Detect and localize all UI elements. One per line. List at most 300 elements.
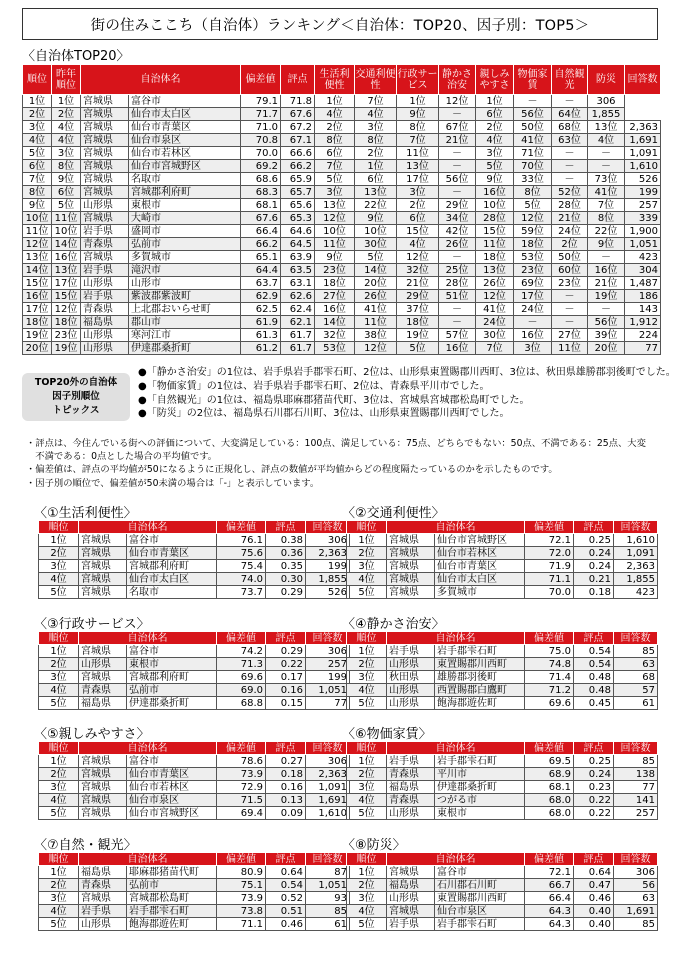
table-cell: 東根市 (127, 658, 217, 671)
table-cell: 71.4 (525, 671, 574, 684)
table-cell: 9位 (23, 199, 52, 212)
table-cell: 2位 (39, 768, 79, 781)
table-row (347, 879, 658, 892)
column-header: 順位 (347, 632, 387, 645)
table-cell: 11位 (52, 212, 81, 225)
table-cell: 青森県 (79, 684, 127, 697)
table-cell: 257 (625, 199, 661, 212)
table-cell: 71.0 (241, 121, 281, 134)
table-row (23, 316, 661, 329)
table-cell: 72.1 (525, 866, 574, 879)
table-cell: － (439, 251, 476, 264)
table-cell: 41位 (355, 303, 397, 316)
table-cell: 12位 (315, 212, 355, 225)
table-cell: 2位 (476, 121, 514, 134)
table-cell: 21位 (439, 134, 476, 147)
table-cell: 山形県 (387, 807, 435, 820)
table-cell: 2位 (347, 658, 387, 671)
table-cell: 4位 (39, 905, 79, 918)
table-cell: 1位 (39, 755, 79, 768)
table-cell: 5位 (23, 147, 52, 160)
table-cell: 6位 (397, 212, 439, 225)
table-cell: 3位 (355, 121, 397, 134)
table-cell: 27位 (552, 329, 588, 342)
table-cell: 9位 (476, 173, 514, 186)
table-cell: 70位 (514, 160, 552, 173)
table-cell: 0.23 (574, 781, 614, 794)
table-row (23, 342, 661, 355)
table-cell: 0.46 (266, 918, 306, 931)
table-cell: 福島県 (79, 866, 127, 879)
column-header: 評点 (574, 632, 614, 645)
table-cell: 66.4 (241, 225, 281, 238)
table-cell: 72.1 (525, 534, 574, 547)
table-row (39, 534, 350, 547)
table-cell: 1,691 (614, 905, 658, 918)
table-cell: 伊達郡桑折町 (127, 697, 217, 710)
table-cell: 0.24 (574, 768, 614, 781)
table-cell: 0.64 (266, 866, 306, 879)
table-cell: 18位 (514, 238, 552, 251)
table-cell: 14位 (52, 238, 81, 251)
table-cell: 26位 (476, 277, 514, 290)
topics-list (138, 366, 676, 421)
table-cell: 9位 (315, 251, 355, 264)
table-cell: 38位 (355, 329, 397, 342)
table-cell: 2位 (552, 238, 588, 251)
table-cell: 199 (625, 186, 661, 199)
table-cell: 10位 (315, 225, 355, 238)
table-cell: 伊達郡桑折町 (435, 781, 525, 794)
table-cell: 23位 (315, 264, 355, 277)
table-cell: 18位 (52, 316, 81, 329)
table-cell: 57位 (439, 329, 476, 342)
table-cell: － (439, 303, 476, 316)
table-cell: 弘前市 (129, 238, 241, 251)
table-cell: 3位 (39, 671, 79, 684)
table-cell: 21位 (588, 277, 625, 290)
table-cell: 143 (625, 303, 661, 316)
table-cell: 0.45 (574, 697, 614, 710)
column-header: 昨年順位 (52, 65, 81, 95)
column-header: 偏差値 (217, 521, 266, 534)
table-row (39, 697, 350, 710)
table-cell: 73位 (588, 173, 625, 186)
table-cell: 寒河江市 (129, 329, 241, 342)
table-cell: 65.3 (281, 212, 315, 225)
table-cell: 1,900 (625, 225, 661, 238)
column-header: 評点 (266, 742, 306, 755)
table-cell: 宮城県 (81, 160, 129, 173)
table-cell: 13位 (397, 160, 439, 173)
table-cell: 1位 (355, 160, 397, 173)
table-cell: － (439, 147, 476, 160)
column-header: 偏差値 (525, 632, 574, 645)
table-cell: 飽海郡遊佐町 (127, 918, 217, 931)
table-cell: 71.7 (241, 108, 281, 121)
table-cell: 68.0 (525, 794, 574, 807)
table-cell: 66.4 (525, 892, 574, 905)
table-row (23, 329, 661, 342)
table-cell: 5位 (347, 918, 387, 931)
table-cell: 28位 (439, 277, 476, 290)
table-row (39, 892, 350, 905)
column-header: 回答数 (306, 521, 350, 534)
table-cell: 75.6 (217, 547, 266, 560)
table-cell: 0.13 (266, 794, 306, 807)
table-cell: 山形県 (81, 342, 129, 355)
table-cell: 3位 (39, 892, 79, 905)
table-row (347, 547, 658, 560)
table-cell: 3位 (347, 892, 387, 905)
table-row (23, 238, 661, 251)
table-cell: 1,855 (588, 108, 625, 121)
column-header: 回答数 (625, 65, 661, 95)
table-row (39, 768, 350, 781)
table-cell: 69.0 (217, 684, 266, 697)
column-header: 順位 (347, 521, 387, 534)
table-cell: 68 (614, 671, 658, 684)
table-cell: － (552, 160, 588, 173)
table-cell: 2位 (397, 199, 439, 212)
table-cell: 23位 (514, 264, 552, 277)
table-cell: 3位 (476, 147, 514, 160)
table-cell: 65.7 (281, 186, 315, 199)
table-cell: 10位 (52, 225, 81, 238)
table-cell: 宮城県 (81, 173, 129, 186)
table-cell: 51位 (439, 290, 476, 303)
table-cell: 80.9 (217, 866, 266, 879)
table-cell: 69.6 (217, 671, 266, 684)
column-header: 自治体名 (387, 742, 525, 755)
table-cell: 仙台市泉区 (127, 794, 217, 807)
table-cell: 69.6 (525, 697, 574, 710)
table-cell: 0.30 (266, 573, 306, 586)
table-cell: 6位 (315, 147, 355, 160)
table-cell: 19位 (588, 290, 625, 303)
table-cell: 宮城県 (81, 108, 129, 121)
table-cell: 8位 (588, 212, 625, 225)
table-cell: 66.2 (281, 160, 315, 173)
table-cell: 2,363 (306, 768, 350, 781)
table-cell: 宮城県 (387, 905, 435, 918)
topic-item: ●「防災」の2位は、福島県石川郡石川町、3位は、山形県東置賜郡川西町でした。 (138, 408, 510, 420)
table-cell: 30位 (476, 329, 514, 342)
table-cell: 0.29 (266, 645, 306, 658)
table-cell: 26位 (355, 290, 397, 303)
table-cell: 0.64 (574, 866, 614, 879)
table-cell: 岩手県 (81, 225, 129, 238)
topics-box (22, 373, 130, 421)
table-cell: 東根市 (129, 199, 241, 212)
table-cell: 66.2 (241, 238, 281, 251)
table-cell: 199 (306, 560, 350, 573)
table-cell: 8位 (355, 134, 397, 147)
table-cell: 71位 (514, 147, 552, 160)
table-cell: 17位 (52, 277, 81, 290)
column-header: 回答数 (614, 632, 658, 645)
column-header: 偏差値 (525, 521, 574, 534)
table-row (347, 807, 658, 820)
table-cell: 5位 (397, 342, 439, 355)
column-header: 順位 (39, 521, 79, 534)
table-cell: 0.35 (266, 560, 306, 573)
table-cell: 岩手県 (81, 290, 129, 303)
table-cell: 弘前市 (127, 684, 217, 697)
main-ranking-table (22, 64, 661, 355)
table-cell: 16位 (514, 329, 552, 342)
column-header: 偏差値 (525, 742, 574, 755)
table-cell: 0.18 (266, 768, 306, 781)
table-cell: 4位 (39, 573, 79, 586)
table-row (39, 866, 350, 879)
table-cell: 飽海郡遊佐町 (435, 697, 525, 710)
table-cell: 1,091 (306, 781, 350, 794)
table-cell: 4位 (355, 108, 397, 121)
table-cell: 2位 (347, 768, 387, 781)
table-cell: 0.54 (574, 658, 614, 671)
table-cell: 24位 (476, 316, 514, 329)
table-cell: 1,051 (306, 684, 350, 697)
table-cell: 85 (614, 918, 658, 931)
column-header: 順位 (39, 632, 79, 645)
table-cell: 42位 (439, 225, 476, 238)
table-cell: 75.0 (525, 645, 574, 658)
table-cell: 8位 (514, 186, 552, 199)
table-cell: 7位 (476, 342, 514, 355)
table-cell: 141 (614, 794, 658, 807)
table-cell: 69.4 (217, 807, 266, 820)
table-cell: 61 (614, 697, 658, 710)
table-cell: 6位 (355, 173, 397, 186)
table-cell: 0.40 (574, 918, 614, 931)
column-header: 評点 (266, 632, 306, 645)
topic-item: ●「物価家賃」の1位は、岩手県岩手郡雫石町、2位は、青森県平川市でした。 (138, 380, 490, 392)
table-cell: 63.9 (281, 251, 315, 264)
table-row (347, 697, 658, 710)
table-cell: 0.16 (266, 684, 306, 697)
table-cell: 1,091 (625, 147, 661, 160)
table-row (23, 199, 661, 212)
table-row (39, 684, 350, 697)
table-cell: 9位 (397, 108, 439, 121)
table-cell: 61 (306, 918, 350, 931)
table-cell: 多賀城市 (129, 251, 241, 264)
table-cell: 仙台市太白区 (127, 573, 217, 586)
table-cell: 18位 (476, 251, 514, 264)
table-cell: 3位 (347, 671, 387, 684)
factor-table (38, 520, 350, 599)
factor-label: 〈⑦自然・観光〉 (34, 838, 137, 853)
table-cell: 56位 (514, 108, 552, 121)
table-cell: 石川郡石川町 (435, 879, 525, 892)
table-cell: 2位 (355, 147, 397, 160)
table-cell: 66.7 (525, 879, 574, 892)
table-cell: 山形県 (79, 658, 127, 671)
table-cell: 山形県 (387, 892, 435, 905)
column-header: 自治体名 (387, 521, 525, 534)
table-cell: 2位 (52, 108, 81, 121)
table-row (23, 225, 661, 238)
factor-table (38, 741, 350, 820)
table-cell: 仙台市宮城野区 (127, 807, 217, 820)
table-cell: 21位 (397, 277, 439, 290)
table-cell: 大崎市 (129, 212, 241, 225)
table-row (23, 277, 661, 290)
table-cell: 71.3 (217, 658, 266, 671)
table-cell: 2,363 (306, 547, 350, 560)
table-cell: 平川市 (435, 768, 525, 781)
table-cell: 67.2 (281, 121, 315, 134)
table-cell: 宮城県 (79, 586, 127, 599)
topics-box-line: トピックス (52, 405, 100, 416)
table-cell: 宮城県 (81, 121, 129, 134)
table-cell: － (552, 290, 588, 303)
table-cell: 306 (588, 95, 625, 108)
table-cell: － (439, 186, 476, 199)
table-cell: 67.6 (241, 212, 281, 225)
table-cell: 福島県 (81, 316, 129, 329)
table-cell: 3位 (39, 560, 79, 573)
table-cell: 77 (625, 342, 661, 355)
table-cell: 仙台市宮城野区 (435, 534, 525, 547)
table-row (23, 173, 661, 186)
table-cell: 5位 (315, 173, 355, 186)
table-cell: 52位 (552, 186, 588, 199)
table-cell: 304 (625, 264, 661, 277)
table-cell: 多賀城市 (435, 586, 525, 599)
column-header: 評点 (266, 853, 306, 866)
table-cell: 339 (625, 212, 661, 225)
table-cell: 9位 (52, 173, 81, 186)
column-header: 回答数 (306, 853, 350, 866)
table-cell: 0.54 (266, 879, 306, 892)
table-cell: 257 (306, 658, 350, 671)
table-row (23, 251, 661, 264)
column-header: 自治体名 (79, 521, 217, 534)
table-cell: 68位 (552, 121, 588, 134)
table-cell: 0.22 (574, 807, 614, 820)
table-cell: 0.21 (574, 573, 614, 586)
note-line: 不満である：0点とした場合の平均値です。 (26, 451, 218, 463)
table-cell: 1,051 (306, 879, 350, 892)
table-cell: 13位 (315, 199, 355, 212)
table-cell: 423 (614, 586, 658, 599)
table-cell: 1位 (52, 95, 81, 108)
table-cell: 耶麻郡猪苗代町 (127, 866, 217, 879)
table-cell: 63 (614, 658, 658, 671)
table-row (347, 768, 658, 781)
table-cell: 13位 (355, 186, 397, 199)
table-cell: 14位 (23, 264, 52, 277)
table-cell: 73.9 (217, 768, 266, 781)
table-row (347, 658, 658, 671)
table-cell: 12位 (476, 290, 514, 303)
table-cell: 岩手郡雫石町 (127, 905, 217, 918)
table-cell: 1,487 (625, 277, 661, 290)
table-cell: 0.48 (574, 671, 614, 684)
table-cell: 11位 (355, 316, 397, 329)
table-cell: 53位 (315, 342, 355, 355)
table-cell: 名取市 (127, 586, 217, 599)
factor-label: 〈②交通利便性〉 (342, 506, 445, 521)
column-header: 偏差値 (217, 632, 266, 645)
table-cell: 1位 (39, 866, 79, 879)
table-cell: 16位 (52, 251, 81, 264)
table-cell: 7位 (355, 95, 397, 108)
table-cell: 0.09 (266, 807, 306, 820)
table-cell: － (588, 160, 625, 173)
factor-label: 〈⑥物価家賃〉 (342, 727, 432, 742)
table-cell: 73.8 (217, 905, 266, 918)
table-cell: 11位 (23, 225, 52, 238)
table-cell: 0.18 (574, 586, 614, 599)
table-row (347, 918, 658, 931)
table-cell: 24位 (514, 303, 552, 316)
table-cell: 2位 (347, 547, 387, 560)
table-cell: 7位 (315, 160, 355, 173)
table-cell: 60位 (552, 264, 588, 277)
table-cell: 山形市 (129, 277, 241, 290)
table-cell: 1位 (315, 95, 355, 108)
table-row (23, 108, 661, 121)
table-cell: 0.38 (266, 534, 306, 547)
table-cell: 15位 (52, 290, 81, 303)
table-cell: 32位 (397, 264, 439, 277)
table-row (347, 560, 658, 573)
table-row (39, 905, 350, 918)
table-cell: 4位 (39, 684, 79, 697)
table-cell: 仙台市若林区 (127, 781, 217, 794)
table-cell: 1位 (23, 95, 52, 108)
table-row (23, 147, 661, 160)
table-cell: 5位 (514, 199, 552, 212)
table-cell: － (552, 303, 588, 316)
table-cell: 199 (306, 671, 350, 684)
table-cell: 65.9 (281, 173, 315, 186)
table-cell: 75.4 (217, 560, 266, 573)
table-cell: 50位 (552, 251, 588, 264)
table-cell: 30位 (355, 238, 397, 251)
table-cell: 23位 (52, 329, 81, 342)
table-cell: 0.46 (574, 892, 614, 905)
table-cell: 8位 (23, 186, 52, 199)
table-cell: 27位 (315, 290, 355, 303)
table-cell: － (439, 160, 476, 173)
table-cell: 16位 (588, 264, 625, 277)
table-cell: 仙台市太白区 (435, 573, 525, 586)
table-cell: 富谷市 (127, 534, 217, 547)
table-cell: 21位 (552, 212, 588, 225)
table-cell: 宮城県 (387, 534, 435, 547)
table-cell: 3位 (347, 781, 387, 794)
table-cell: 5位 (39, 586, 79, 599)
column-header: 評点 (266, 521, 306, 534)
table-cell: 59位 (514, 225, 552, 238)
table-cell: 0.47 (574, 879, 614, 892)
table-row (23, 186, 661, 199)
table-row (39, 586, 350, 599)
table-cell: 15位 (476, 225, 514, 238)
table-cell: 526 (625, 173, 661, 186)
table-cell: 5位 (347, 697, 387, 710)
table-cell: 17位 (23, 303, 52, 316)
table-cell: 岩手郡雫石町 (435, 918, 525, 931)
table-cell: 3位 (23, 121, 52, 134)
column-header: 偏差値 (241, 65, 281, 95)
column-header: 行政サービス (397, 65, 439, 95)
table-cell: 85 (614, 755, 658, 768)
